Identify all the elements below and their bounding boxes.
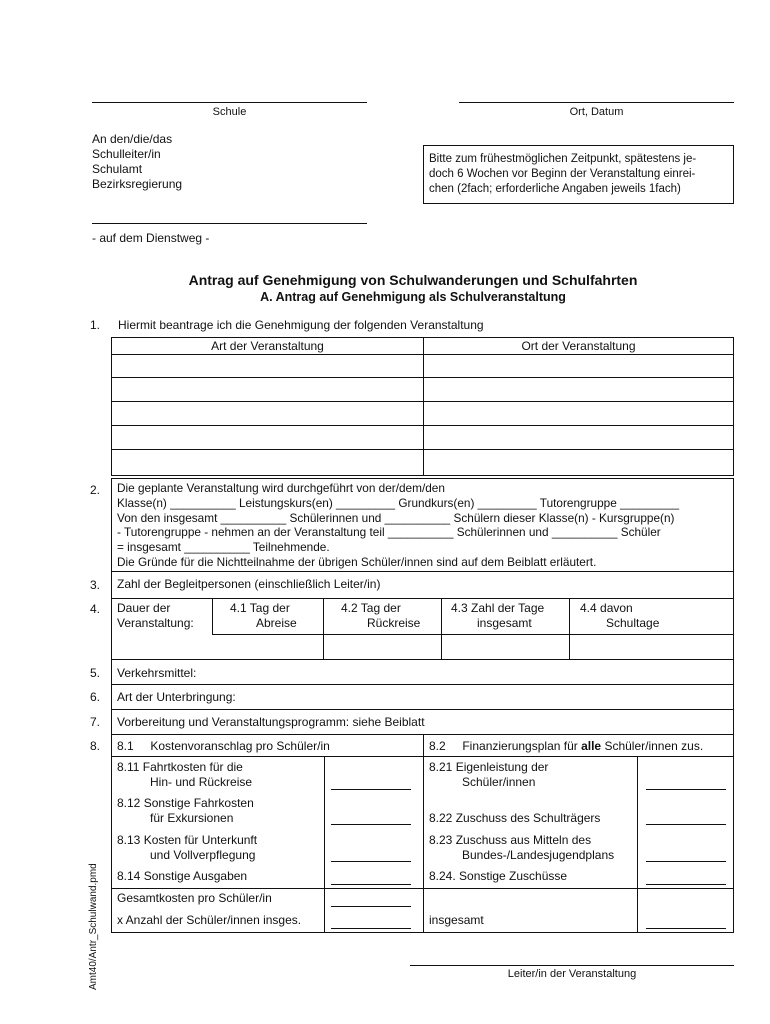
departure-day-line: 4.1 Tag der bbox=[230, 601, 290, 615]
school-days-field[interactable] bbox=[570, 635, 733, 658]
student-contribution-field[interactable] bbox=[646, 789, 726, 790]
address-line: Schulamt bbox=[92, 162, 143, 176]
event-type-cell[interactable] bbox=[112, 402, 424, 426]
departure-day-field[interactable] bbox=[324, 635, 440, 658]
place-date-label: Ort, Datum bbox=[569, 106, 624, 118]
other-expenses-field[interactable] bbox=[331, 884, 411, 885]
financing-item-line: Schüler/innen bbox=[462, 775, 536, 789]
school-days-line: 4.4 davon bbox=[580, 601, 633, 615]
event-location-cell[interactable] bbox=[424, 355, 734, 378]
travel-costs-item bbox=[117, 760, 252, 790]
cost-item-line: 8.11 Fahrtkosten für die bbox=[117, 760, 243, 774]
event-table bbox=[111, 337, 734, 476]
submission-notice-box bbox=[423, 145, 734, 204]
cost-item-line: 8.14 Sonstige Ausgaben bbox=[117, 869, 248, 883]
event-location-header: Ort der Veranstaltung bbox=[424, 338, 734, 355]
financing-plan-text: Schüler/innen zus. bbox=[601, 739, 704, 753]
section-2-line: Klasse(n) __________ Leistungskurs(en) _________ Grundkurs(en) _________ Tutorengruppe _________ bbox=[117, 495, 680, 510]
departure-day-line: Abreise bbox=[256, 616, 297, 630]
section-3-number: 3. bbox=[90, 578, 101, 592]
return-day-field[interactable] bbox=[442, 635, 568, 658]
file-reference: Amt40/Antr_Schulwand.pmd bbox=[88, 863, 99, 990]
section-4-number: 4. bbox=[90, 602, 101, 616]
address-line: Bezirksregierung bbox=[92, 177, 183, 191]
divider bbox=[423, 888, 734, 889]
cost-item-line: 8.13 Kosten für Unterkunft bbox=[117, 833, 258, 847]
section-3-text: Zahl der Begleitpersonen (einschließlich Leiter/in) bbox=[117, 577, 381, 591]
accommodation-label: Art der Unterbringung: bbox=[117, 690, 236, 704]
section-1-text: Hiermit beantrage ich die Genehmigung der folgenden Veranstaltung bbox=[118, 318, 484, 332]
section-2-text bbox=[117, 481, 679, 570]
divider bbox=[111, 598, 734, 599]
excursion-costs-field[interactable] bbox=[331, 824, 411, 825]
cost-item-line: Hin- und Rückreise bbox=[150, 775, 253, 789]
school-days-line: Schultage bbox=[606, 616, 660, 630]
section-1-number: 1. bbox=[90, 318, 101, 332]
divider bbox=[637, 756, 638, 933]
total-per-student-field[interactable] bbox=[331, 906, 411, 907]
times-student-count-label: x Anzahl der Schüler/innen insges. bbox=[117, 913, 302, 927]
divider bbox=[423, 734, 424, 933]
leader-label: Leiter/in der Veranstaltung bbox=[507, 968, 637, 980]
cost-item-line: 8.12 Sonstige Fahrkosten bbox=[117, 796, 254, 810]
financing-item-line: 8.21 Eigenleistung der bbox=[429, 760, 549, 774]
transport-label: Verkehrsmittel: bbox=[117, 666, 197, 680]
divider bbox=[212, 598, 213, 634]
form-subtitle: A. Antrag auf Genehmigung als Schulveranstaltung bbox=[260, 290, 566, 304]
event-type-cell[interactable] bbox=[112, 450, 424, 476]
total-days-line: 4.3 Zahl der Tage bbox=[451, 601, 545, 615]
place-date-line bbox=[459, 102, 734, 103]
excursion-costs-item bbox=[117, 796, 254, 826]
section-6-number: 6. bbox=[90, 690, 101, 704]
total-days-line: insgesamt bbox=[477, 616, 532, 630]
cost-estimate-header: 8.1 Kostenvoranschlag pro Schüler/in bbox=[117, 739, 330, 753]
duration-label bbox=[117, 601, 194, 631]
travel-costs-field[interactable] bbox=[331, 789, 411, 790]
total-per-student-label: Gesamtkosten pro Schüler/in bbox=[117, 891, 272, 905]
form-title: Antrag auf Genehmigung von Schulwanderungen und Schulfahrten bbox=[188, 272, 638, 288]
return-day-line: Rückreise bbox=[367, 616, 421, 630]
other-subsidies-field[interactable] bbox=[646, 884, 726, 885]
accommodation-costs-field[interactable] bbox=[331, 861, 411, 862]
divider bbox=[111, 888, 424, 889]
divider bbox=[111, 709, 734, 710]
service-route-line bbox=[92, 223, 367, 224]
section-2-line: - Tutorengruppe - nehmen an der Veranstaltung teil __________ Schülerinnen und __________ Schüler bbox=[117, 525, 661, 540]
youth-plan-subsidy-item bbox=[429, 833, 614, 863]
event-location-cell[interactable] bbox=[424, 402, 734, 426]
section-8-number: 8. bbox=[90, 739, 101, 753]
divider bbox=[111, 684, 734, 685]
notice-line: chen (2fach; erforderliche Angaben jeweils 1fach) bbox=[429, 183, 681, 195]
return-day-line: 4.2 Tag der bbox=[341, 601, 401, 615]
financing-plan-bold: alle bbox=[581, 739, 602, 753]
divider bbox=[324, 756, 325, 933]
return-day-header bbox=[341, 601, 420, 631]
notice-line: doch 6 Wochen vor Beginn der Veranstaltung einrei- bbox=[429, 168, 696, 180]
notice-line: Bitte zum frühestmöglichen Zeitpunkt, spätestens je- bbox=[429, 153, 697, 165]
cost-item-line: für Exkursionen bbox=[150, 811, 234, 825]
section-2-line: Die Gründe für die Nichtteilnahme der übrigen Schüler/innen sind auf dem Beiblatt erläutert. bbox=[117, 554, 597, 569]
section-2-line: = insgesamt __________ Teilnehmende. bbox=[117, 540, 330, 555]
cost-item-line: und Vollverpflegung bbox=[150, 848, 256, 862]
other-subsidies-item bbox=[429, 869, 567, 884]
event-type-header: Art der Veranstaltung bbox=[112, 338, 424, 355]
event-location-cell[interactable] bbox=[424, 426, 734, 450]
address-line: Schulleiter/in bbox=[92, 147, 161, 161]
divider bbox=[111, 659, 734, 660]
overall-total-field[interactable] bbox=[646, 928, 726, 929]
event-location-cell[interactable] bbox=[424, 378, 734, 402]
school-authority-subsidy-field[interactable] bbox=[646, 824, 726, 825]
financing-item-line: Bundes-/Landesjugendplans bbox=[462, 848, 615, 862]
student-contribution-item bbox=[429, 760, 548, 790]
section-2-number: 2. bbox=[90, 483, 101, 497]
financing-item-line: 8.22 Zuschuss des Schulträgers bbox=[429, 811, 601, 825]
school-signature-line bbox=[92, 102, 367, 103]
section-7-number: 7. bbox=[90, 715, 101, 729]
financing-item-line: 8.23 Zuschuss aus Mitteln des bbox=[429, 833, 592, 847]
duration-label-line: Dauer der bbox=[117, 601, 171, 615]
event-type-cell[interactable] bbox=[112, 378, 424, 402]
leader-signature-line bbox=[410, 965, 734, 966]
program-label: Vorbereitung und Veranstaltungsprogramm: siehe Beiblatt bbox=[117, 715, 425, 729]
departure-day-header bbox=[230, 601, 297, 631]
duration-label-line: Veranstaltung: bbox=[117, 616, 194, 630]
section-2-line: Von den insgesamt __________ Schülerinnen und __________ Schülern dieser Klasse(n) - Kursgruppe(n) bbox=[117, 510, 675, 525]
accommodation-costs-item bbox=[117, 833, 257, 863]
youth-plan-subsidy-field[interactable] bbox=[646, 861, 726, 862]
school-authority-subsidy-item bbox=[429, 811, 600, 826]
financing-plan-text: 8.2 Finanzierungsplan für bbox=[429, 739, 582, 753]
address-block bbox=[92, 132, 182, 192]
overall-total-label: insgesamt bbox=[429, 913, 484, 927]
school-days-header bbox=[580, 601, 659, 631]
address-line: An den/die/das bbox=[92, 132, 173, 146]
divider bbox=[111, 571, 734, 572]
event-type-cell[interactable] bbox=[112, 426, 424, 450]
section-2-line: Die geplante Veranstaltung wird durchgeführt von der/dem/den bbox=[117, 481, 445, 495]
times-student-count-field[interactable] bbox=[331, 928, 411, 929]
financing-item-line: 8.24. Sonstige Zuschüsse bbox=[429, 869, 568, 883]
other-expenses-item bbox=[117, 869, 247, 884]
financing-plan-header bbox=[429, 739, 703, 754]
event-type-cell[interactable] bbox=[112, 355, 424, 378]
section-5-number: 5. bbox=[90, 666, 101, 680]
event-location-cell[interactable] bbox=[424, 450, 734, 476]
school-label: Schule bbox=[212, 106, 247, 118]
total-days-header bbox=[451, 601, 544, 631]
service-route-text: - auf dem Dienstweg - bbox=[92, 231, 210, 245]
